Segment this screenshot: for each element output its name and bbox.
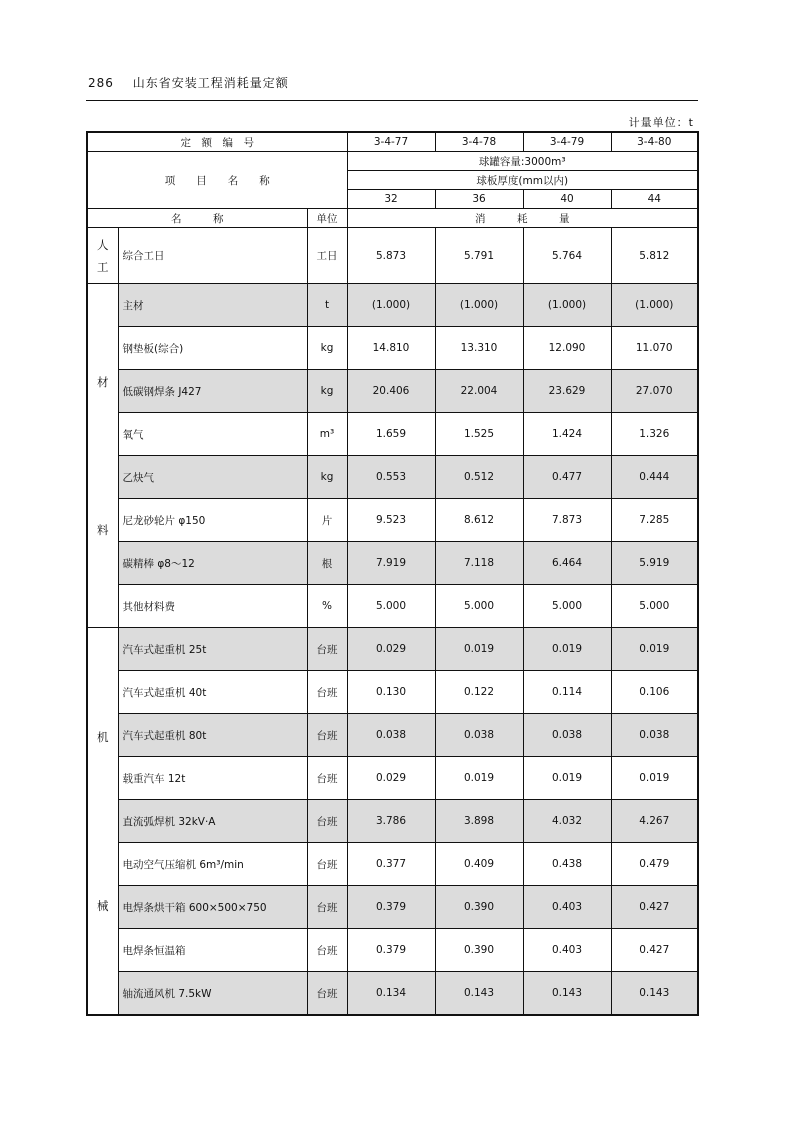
consumption-value: 5.000 (435, 585, 523, 628)
item-unit: 台班 (307, 886, 347, 929)
consumption-value: 8.612 (435, 499, 523, 542)
category-material (87, 284, 118, 628)
category-char: 机 (97, 729, 109, 744)
consumption-value: 20.406 (347, 370, 435, 413)
material-row (87, 499, 698, 542)
consumption-value: 0.019 (523, 628, 611, 671)
item-name: 钢垫板(综合) (118, 327, 307, 370)
category-char: 人 (97, 237, 109, 252)
consumption-value: 1.659 (347, 413, 435, 456)
consumption-value: 0.019 (435, 757, 523, 800)
item-unit: % (307, 585, 347, 628)
item-unit: 台班 (307, 800, 347, 843)
page-number: 286 (88, 76, 114, 90)
consumption-value: 4.267 (611, 800, 698, 843)
item-name: 电焊条恒温箱 (118, 929, 307, 972)
consumption-value: 3.898 (435, 800, 523, 843)
item-name: 氧气 (118, 413, 307, 456)
labor-row (87, 228, 698, 284)
item-name: 低碳钢焊条 J427 (118, 370, 307, 413)
item-name: 轴流通风机 7.5kW (118, 972, 307, 1016)
consumption-value: 0.143 (611, 972, 698, 1016)
consumption-value: (1.000) (611, 284, 698, 327)
item-unit: m³ (307, 413, 347, 456)
quota-no: 3-4-78 (435, 132, 523, 152)
unit-note: 计量单位：t (628, 116, 694, 129)
consumption-value: 0.114 (523, 671, 611, 714)
consumption-value: 0.512 (435, 456, 523, 499)
item-unit: 根 (307, 542, 347, 585)
item-name: 直流弧焊机 32kV·A (118, 800, 307, 843)
consumption-value: 1.326 (611, 413, 698, 456)
consumption-value: (1.000) (435, 284, 523, 327)
consumption-value: 5.919 (611, 542, 698, 585)
consumption-value: 0.403 (523, 886, 611, 929)
consumption-value: 3.786 (347, 800, 435, 843)
item-name: 碳精棒 φ8～12 (118, 542, 307, 585)
material-row (87, 542, 698, 585)
consumption-value: 14.810 (347, 327, 435, 370)
machine-row (87, 929, 698, 972)
machine-row (87, 800, 698, 843)
consumption-value: 5.000 (611, 585, 698, 628)
category-char: 工 (97, 259, 109, 274)
item-name: 尼龙砂轮片 φ150 (118, 499, 307, 542)
quota-no: 3-4-79 (523, 132, 611, 152)
consumption-value: 0.029 (347, 757, 435, 800)
plate-thickness-label: 球板厚度(mm以内) (347, 171, 698, 190)
consumption-value: 0.130 (347, 671, 435, 714)
consumption-value: 5.812 (611, 228, 698, 284)
consumption-value: 1.424 (523, 413, 611, 456)
consumption-value: 5.873 (347, 228, 435, 284)
consumption-value: 7.285 (611, 499, 698, 542)
consumption-value: 7.873 (523, 499, 611, 542)
sphere-capacity: 球罐容量:3000m³ (347, 152, 698, 171)
thickness-value: 40 (523, 190, 611, 209)
consumption-value: 0.409 (435, 843, 523, 886)
consumption-value: 0.029 (347, 628, 435, 671)
quota-no: 3-4-80 (611, 132, 698, 152)
consumption-value: 0.477 (523, 456, 611, 499)
consumption-value: 5.000 (523, 585, 611, 628)
consumption-value: 7.118 (435, 542, 523, 585)
page-header (88, 74, 289, 91)
consumption-value: 0.379 (347, 886, 435, 929)
consumption-value: 23.629 (523, 370, 611, 413)
item-unit: 台班 (307, 757, 347, 800)
item-name: 综合工日 (118, 228, 307, 284)
consumption-value: 1.525 (435, 413, 523, 456)
material-row (87, 327, 698, 370)
consumption-value: 0.019 (611, 757, 698, 800)
material-row (87, 370, 698, 413)
consumption-value: 0.379 (347, 929, 435, 972)
consumption-value: 0.122 (435, 671, 523, 714)
unit-column-header: 单位 (307, 209, 347, 228)
thickness-value: 32 (347, 190, 435, 209)
consumption-value: 0.403 (523, 929, 611, 972)
consumption-value: 9.523 (347, 499, 435, 542)
consumption-value: 7.919 (347, 542, 435, 585)
consumption-value: 0.427 (611, 886, 698, 929)
consumption-value: 0.106 (611, 671, 698, 714)
item-unit: kg (307, 327, 347, 370)
material-row (87, 585, 698, 628)
header-rule (86, 100, 698, 101)
consumption-value: 5.764 (523, 228, 611, 284)
consumption-value: 0.019 (611, 628, 698, 671)
consumption-value: 0.390 (435, 886, 523, 929)
consumption-value: 0.038 (523, 714, 611, 757)
consumption-value: (1.000) (347, 284, 435, 327)
consumption-value: 0.479 (611, 843, 698, 886)
consumption-value: 0.553 (347, 456, 435, 499)
category-char: 材 (97, 374, 109, 389)
consumption-value: 0.438 (523, 843, 611, 886)
quota-no: 3-4-77 (347, 132, 435, 152)
item-name: 其他材料费 (118, 585, 307, 628)
item-name: 电动空气压缩机 6m³/min (118, 843, 307, 886)
consumption-value: 11.070 (611, 327, 698, 370)
category-labor (87, 228, 118, 284)
consumption-value: 0.390 (435, 929, 523, 972)
consumption-value: 0.143 (435, 972, 523, 1016)
consumption-value: 0.134 (347, 972, 435, 1016)
item-unit: 台班 (307, 628, 347, 671)
item-name: 乙炔气 (118, 456, 307, 499)
item-name: 汽车式起重机 80t (118, 714, 307, 757)
consumption-value: 4.032 (523, 800, 611, 843)
consumption-value: 12.090 (523, 327, 611, 370)
item-name: 汽车式起重机 25t (118, 628, 307, 671)
item-unit: kg (307, 370, 347, 413)
item-unit: t (307, 284, 347, 327)
consumption-column-header: 消 耗 量 (347, 209, 698, 228)
machine-row (87, 628, 698, 671)
item-unit: 台班 (307, 929, 347, 972)
consumption-value: 0.427 (611, 929, 698, 972)
consumption-value: 27.070 (611, 370, 698, 413)
item-unit: 工日 (307, 228, 347, 284)
consumption-value: 5.791 (435, 228, 523, 284)
thickness-value: 36 (435, 190, 523, 209)
consumption-value: 22.004 (435, 370, 523, 413)
category-char: 料 (97, 522, 109, 537)
item-unit: kg (307, 456, 347, 499)
machine-row (87, 714, 698, 757)
material-row (87, 456, 698, 499)
consumption-value: 6.464 (523, 542, 611, 585)
consumption-value: (1.000) (523, 284, 611, 327)
consumption-value: 13.310 (435, 327, 523, 370)
item-unit: 台班 (307, 671, 347, 714)
machine-row (87, 843, 698, 886)
item-unit: 片 (307, 499, 347, 542)
thickness-value: 44 (611, 190, 698, 209)
item-name: 主材 (118, 284, 307, 327)
item-name: 电焊条烘干箱 600×500×750 (118, 886, 307, 929)
quota-table (86, 131, 699, 1016)
consumption-value: 0.038 (347, 714, 435, 757)
material-row (87, 413, 698, 456)
item-label: 项 目 名 称 (87, 152, 347, 209)
name-column-header: 名 称 (87, 209, 307, 228)
consumption-value: 0.038 (435, 714, 523, 757)
consumption-value: 0.377 (347, 843, 435, 886)
item-unit: 台班 (307, 843, 347, 886)
book-title: 山东省安装工程消耗量定额 (132, 76, 289, 90)
machine-row (87, 886, 698, 929)
consumption-value: 0.038 (611, 714, 698, 757)
consumption-value: 0.019 (523, 757, 611, 800)
category-char: 械 (97, 898, 109, 913)
consumption-value: 0.019 (435, 628, 523, 671)
consumption-value: 0.143 (523, 972, 611, 1016)
material-row (87, 284, 698, 327)
machine-row (87, 757, 698, 800)
item-name: 汽车式起重机 40t (118, 671, 307, 714)
category-machine (87, 628, 118, 1016)
consumption-value: 5.000 (347, 585, 435, 628)
item-unit: 台班 (307, 714, 347, 757)
machine-row (87, 671, 698, 714)
consumption-value: 0.444 (611, 456, 698, 499)
machine-row (87, 972, 698, 1016)
item-unit: 台班 (307, 972, 347, 1016)
quota-no-label: 定 额 编 号 (87, 132, 347, 152)
item-name: 载重汽车 12t (118, 757, 307, 800)
